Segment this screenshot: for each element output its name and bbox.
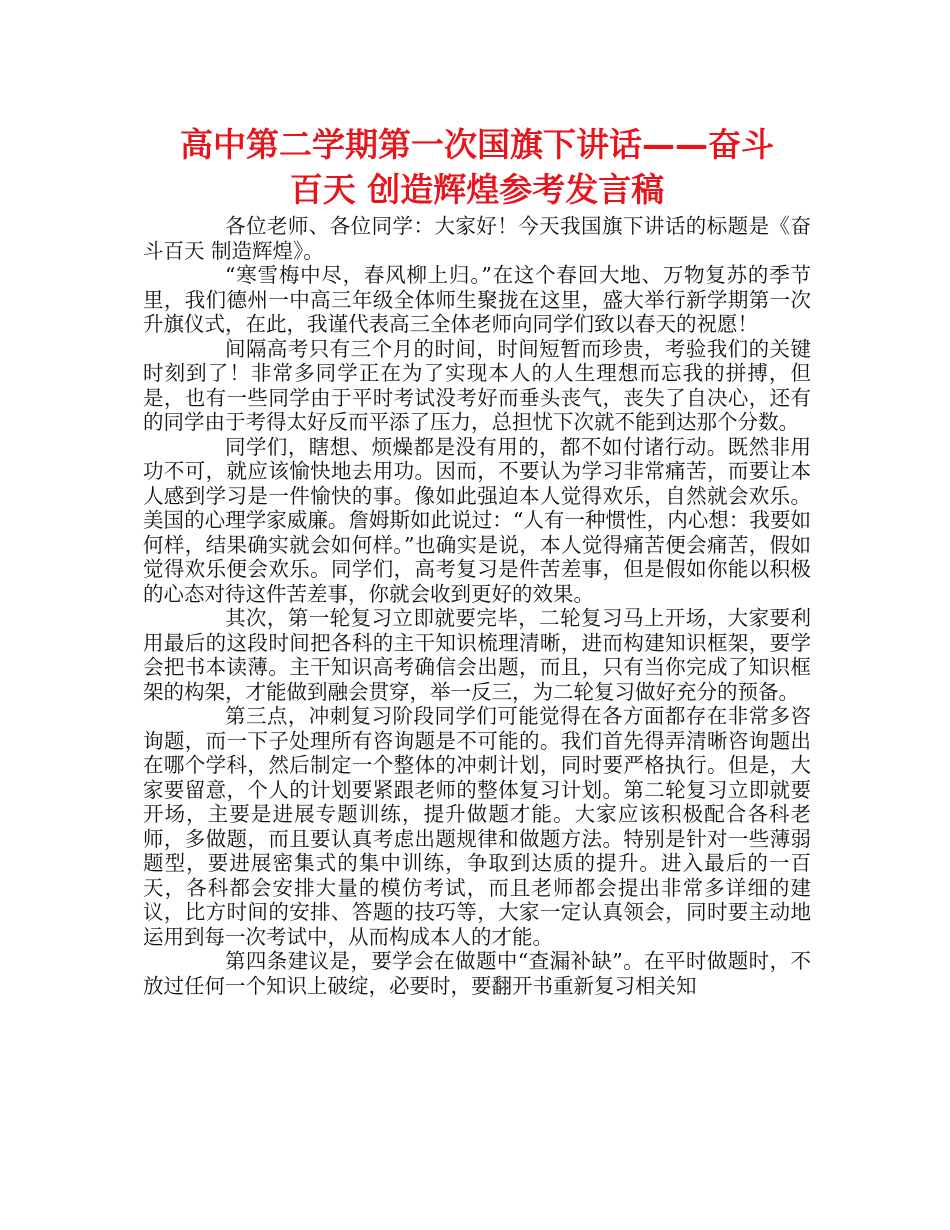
- paragraph-fourth-point: 第四条建议是，要学会在做题中“查漏补缺”。在平时做题时，不放过任何一个知识上破绽，必要时，要翻开书重新复习相关知: [143, 949, 811, 998]
- document-title: [143, 122, 811, 212]
- document-page: [143, 122, 811, 998]
- paragraph-attitude: 同学们，瞎想、烦燥都是没有用的，都不如付诸行动。既然非用功不可，就应该愉快地去用功。因而，不要认为学习非常痛苦，而要让本人感到学习是一件愉快的事。像如此强迫本人觉得欢乐，自然就会欢乐。美国的心理学家威廉。詹姆斯如此说过：“人有一种惯性，内心想：我要如何样，结果确实就会如何样。”也确实是说，本人觉得痛苦便会痛苦，假如觉得欢乐便会欢乐。同学们，高考复习是件苦差事，但是假如你能以积极的心态对待这件苦差事，你就会收到更好的效果。: [143, 434, 811, 606]
- paragraph-season: “寒雪梅中尽，春风柳上归。”在这个春回大地、万物复苏的季节里，我们德州一中高三年级全体师生聚拢在这里，盛大举行新学期第一次升旗仪式，在此，我谨代表高三全体老师向同学们致以春天的祝愿！: [143, 263, 811, 336]
- paragraph-greeting: 各位老师、各位同学：大家好！今天我国旗下讲话的标题是《奋斗百天 制造辉煌》。: [143, 214, 811, 263]
- paragraph-second-point: 其次，第一轮复习立即就要完毕，二轮复习马上开场，大家要利用最后的这段时间把各科的主干知识梳理清晰，进而构建知识框架，要学会把书本读薄。主干知识高考确信会出题，而且，只有当你完成了知识框架的构架，才能做到融会贯穿，举一反三，为二轮复习做好充分的预备。: [143, 606, 811, 704]
- title-line-2: 百天 创造辉煌参考发言稿: [289, 170, 665, 209]
- title-line-1: 高中第二学期第一次国旗下讲话——奋斗: [180, 125, 774, 164]
- paragraph-exam-countdown: 间隔高考只有三个月的时间，时间短暂而珍贵，考验我们的关键时刻到了！非常多同学正在为了实现本人的人生理想而忘我的拼搏，但是，也有一些同学由于平时考试没考好而垂头丧气，丧失了自决心，还有的同学由于考得太好反而平添了压力，总担忧下次就不能到达那个分数。: [143, 336, 811, 434]
- document-body: [143, 214, 811, 998]
- paragraph-third-point: 第三点，冲刺复习阶段同学们可能觉得在各方面都存在非常多咨询题，而一下子处理所有咨询题是不可能的。我们首先得弄清晰咨询题出在哪个学科，然后制定一个整体的冲刺计划，同时要严格执行。但是，大家要留意，个人的计划要紧跟老师的整体复习计划。第二轮复习立即就要开场，主要是进展专题训练，提升做题才能。大家应该积极配合各科老师，多做题，而且要认真考虑出题规律和做题方法。特别是针对一些薄弱题型，要进展密集式的集中训练，争取到达质的提升。进入最后的一百天，各科都会安排大量的模仿考试，而且老师都会提出非常多详细的建议，比方时间的安排、答题的技巧等，大家一定认真领会，同时要主动地运用到每一次考试中，从而构成本人的才能。: [143, 704, 811, 949]
